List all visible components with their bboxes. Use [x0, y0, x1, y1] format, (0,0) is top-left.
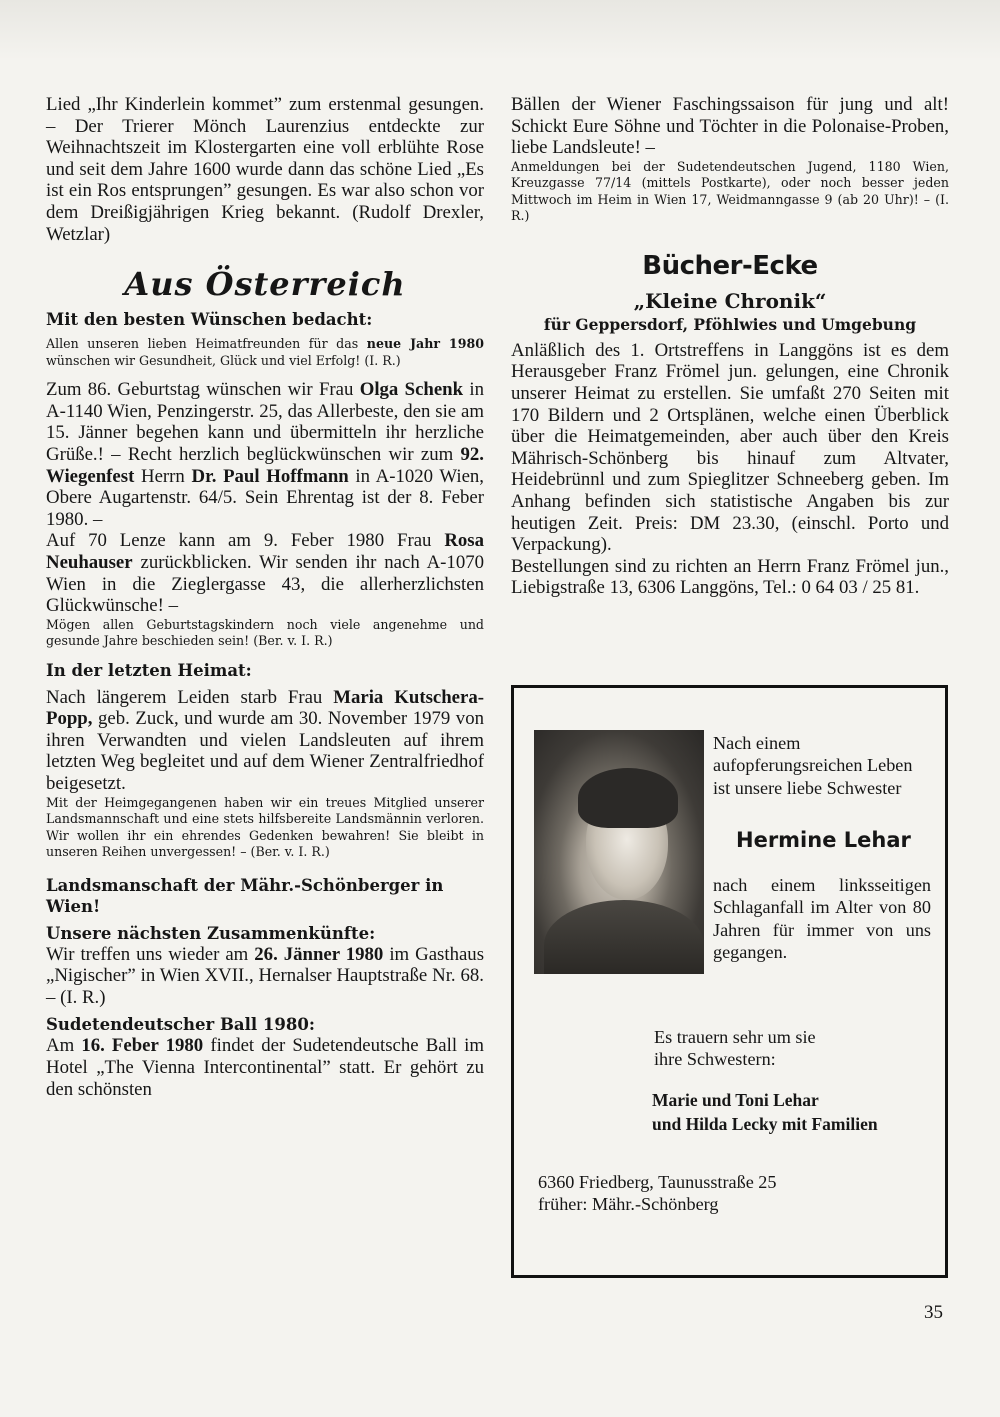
obituary-intro: Nach einem aufopferungsreichen Leben ist unsere liebe Schwester	[713, 733, 913, 798]
birthday-2-occasion: 92. Wiegenfest	[46, 443, 484, 487]
meetings-text-b: im Gasthaus „Nigischer” in Wien XVII., Hernalser Hauptstraße Nr. 68. – (I. R.)	[46, 943, 485, 1008]
book-order-info: Bestellungen sind zu richten an Herrn Franz Frömel jun., Liebigstraße 13, 6306 Langgöns, Tel.: 0 64 03 / 25 81.	[511, 555, 949, 599]
portrait-shoulders	[544, 900, 704, 974]
birthday-3-text-b: zurückblicken. Wir senden ihr nach A-1070 Wien in die Zieglergasse 43, die allerherzlichsten Glückwünsche! –	[46, 551, 484, 617]
ball-continuation-paragraph: Bällen der Wiener Faschingssaison für jung und alt! Schickt Eure Söhne und Töchter in die Polonaise-Proben, liebe Landsleute! –	[511, 94, 949, 159]
section-title-austria: Aus Österreich	[124, 265, 406, 304]
birthday-2-text-b: in A-1020 Wien, Obere Augartenstr. 64/5. Sein Ehrentag ist der 8. Feber 1980. –	[46, 465, 484, 530]
book-subtitle: für Geppersdorf, Pföhlwies und Umgebung	[543, 314, 917, 334]
birthday-1-text-a: Zum 86. Geburtstag wünschen wir Frau	[46, 379, 354, 401]
meetings-text-a: Wir treffen uns wieder am	[46, 943, 249, 965]
ball-paragraph	[46, 1035, 484, 1100]
left-column	[46, 94, 484, 1100]
portrait-photo	[534, 730, 704, 974]
landsmannschaft-heading: Landsmanschaft der Mähr.-Schönberger in Wien!	[46, 875, 444, 916]
birthday-2-text-a: Herrn	[141, 465, 185, 487]
book-description: Anläßlich des 1. Ortstreffens in Langgöns ist es dem Herausgeber Franz Frömel jun. gelungen, eine Chronik unserer Heimat zu erstellen. Sie umfaßt 270 Seiten mit 170 Bildern und 2 Ortsplänen, welche einen Überblick über die Heimatgemeinden, aber auch über den Kreis Mährisch-Schönberg bis hinauf zum Altvater, Heidebrünnl und zum Spieglitzer Schneeberg geben. Im Anhang befinden sich statistische Angaben bis zur heutigen Zeit. Preis: DM 23.30, (einschl. Porto und Verpackung).	[511, 339, 949, 556]
notice-text-a: Nach längerem Leiden starb Frau	[46, 686, 323, 708]
birthday-1-name: Olga Schenk	[359, 379, 464, 401]
obituary-mourners	[654, 1026, 924, 1071]
page-number: 35	[924, 1302, 943, 1323]
ball-heading: Sudetendeutscher Ball 1980:	[46, 1015, 315, 1035]
birthday-1-text-b: in A-1140 Wien, Penzingerstr. 25, das Allerbeste, den sie am 15. Jänner begehen kann und übermitteln ihr herzliche Grüße.! – Recht herzlich beglückwünschen wir zum	[46, 379, 484, 465]
mourners-line-1: Es trauern sehr um sie	[654, 1027, 816, 1047]
portrait-hair	[578, 768, 678, 828]
wishes-heading: Mit den besten Wünschen bedacht:	[46, 310, 373, 330]
birthday-2-name: Dr. Paul Hoffmann	[191, 465, 349, 487]
wishes-text-2: wünschen wir Gesundheit, Glück und viel Erfolg! (I. R.)	[46, 352, 401, 368]
ball-text-b: findet der Sudetendeutsche Ball im Hotel „The Vienna Intercontinental” statt. Er gehört zu den schönsten	[46, 1035, 484, 1100]
page-top-edge	[0, 0, 1000, 60]
obituary-notice-paragraph	[46, 687, 484, 795]
mourners-line-2: ihre Schwestern:	[654, 1049, 776, 1070]
notice-small-paragraph: Mit der Heimgegangenen haben wir ein treues Mitglied unserer Landsmannschaft und eine stets hilfsbereite Landsmännin verloren. Wir wollen ihr ein ehrendes Gedenken bewahren! Sie bleibt in unseren Reihen unvergessen! – (Ber. v. I. R.)	[46, 794, 484, 860]
birthday-3-name: Rosa Neuhauser	[46, 530, 484, 573]
ball-text-a: Am	[46, 1035, 75, 1057]
registration-small-paragraph: Anmeldungen bei der Sudetendeutschen Jugend, 1180 Wien, Kreuzgasse 77/14 (mittels Postkarte), oder noch besser jeden Mittwoch im Heim in Wien 17, Weidmanngasse 9 (ab 20 Uhr)! – (I. R.)	[511, 158, 949, 224]
birthday-3-paragraph	[46, 530, 484, 616]
address-line-1: 6360 Friedberg, Taunusstraße 25	[538, 1172, 777, 1192]
obituary-cause: nach einem linksseitigen Schlaganfall im Alter von 80 Jahren für immer von uns gegangen.	[713, 875, 931, 963]
heimat-heading: In der letzten Heimat:	[46, 660, 252, 680]
family-line-2: und Hilda Lecky mit Familien	[652, 1114, 878, 1134]
wishes-year: neue Jahr 1980	[366, 336, 484, 352]
wishes-text-1: Allen unseren lieben Heimatfreunden für das	[46, 336, 359, 352]
intro-paragraph: Lied „Ihr Kinderlein kommet” zum erstenmal gesungen. – Der Trierer Mönch Laurenzius entdeckte zur Weihnachtszeit im Klostergarten eine voll erblühte Rose und seit dem Jahre 1600 wurde dann das schöne Lied „Es ist ein Ros entsprungen” gesungen. Es war also schon vor dem Dreißigjährigen Krieg bekannt. (Rudolf Drexler, Wetzlar)	[46, 94, 484, 245]
section-title-books: Bücher-Ecke	[642, 250, 818, 281]
notice-name: Maria Kutschera-Popp,	[46, 686, 484, 730]
notice-text-b: geb. Zuck, und wurde am 30. November 1979 von ihren Verwandten und vielen Landsleuten auf ihrem letzten Weg begleitet und auf dem Wiener Zentralfriedhof beigesetzt.	[46, 708, 484, 795]
meetings-paragraph	[46, 944, 484, 1009]
wishes-small-paragraph	[46, 336, 484, 369]
obituary-family	[652, 1088, 942, 1136]
obituary-name: Hermine Lehar	[736, 828, 911, 852]
birthday-small-paragraph: Mögen allen Geburtstagskindern noch viele angenehme und gesunde Jahre beschieden sein! (Ber. v. I. R.)	[46, 616, 484, 649]
family-line-1: Marie und Toni Lehar	[652, 1090, 819, 1110]
ball-date: 16. Feber 1980	[81, 1035, 204, 1057]
address-line-2: früher: Mähr.-Schönberg	[538, 1194, 719, 1215]
meetings-date: 26. Jänner 1980	[254, 943, 384, 965]
meetings-heading: Unsere nächsten Zusammenkünfte:	[46, 923, 376, 943]
right-column	[511, 94, 949, 599]
birthday-3-text-a: Auf 70 Lenze kann am 9. Feber 1980 Frau	[46, 530, 432, 552]
book-title: „Kleine Chronik“	[633, 288, 827, 313]
obituary-address	[538, 1171, 838, 1216]
birthday-paragraph	[46, 379, 484, 530]
obituary-box	[511, 685, 948, 1278]
